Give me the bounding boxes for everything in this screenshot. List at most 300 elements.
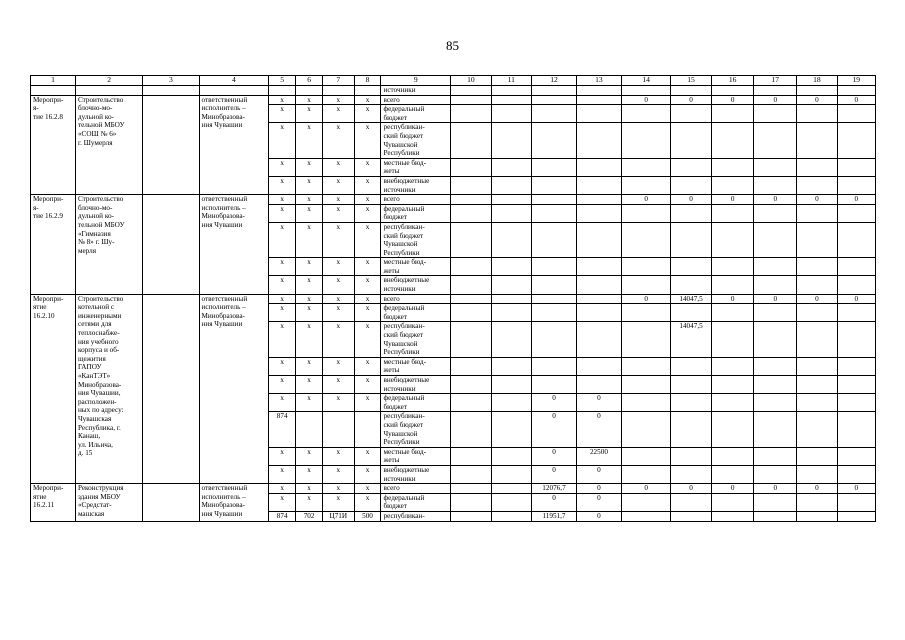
amount-cell: 0 bbox=[621, 195, 670, 205]
empty-cell bbox=[451, 447, 491, 465]
funding-source-cell: внебюджетные источники bbox=[381, 276, 451, 294]
amount-cell: 0 bbox=[754, 294, 797, 304]
empty-cell bbox=[451, 394, 491, 412]
empty-cell bbox=[491, 276, 531, 294]
code-cell: x bbox=[296, 195, 323, 205]
amount-cell bbox=[576, 294, 621, 304]
amount-cell: 0 bbox=[711, 195, 754, 205]
empty-cell bbox=[491, 304, 531, 322]
amount-cell: 0 bbox=[797, 484, 837, 494]
amount-cell: 0 bbox=[532, 465, 577, 483]
empty-cell bbox=[296, 86, 323, 96]
amount-cell bbox=[532, 276, 577, 294]
code-cell: x bbox=[269, 158, 296, 176]
empty-cell bbox=[621, 86, 670, 96]
code-cell: x bbox=[323, 394, 354, 412]
amount-cell bbox=[576, 258, 621, 276]
amount-cell bbox=[532, 222, 577, 257]
amount-cell bbox=[837, 511, 875, 521]
code-cell: x bbox=[323, 376, 354, 394]
code-cell: x bbox=[354, 376, 381, 394]
amount-cell bbox=[576, 322, 621, 357]
code-cell bbox=[354, 412, 381, 447]
funding-source-cell: федеральный бюджет bbox=[381, 304, 451, 322]
amount-cell bbox=[754, 304, 797, 322]
amount-cell bbox=[671, 258, 711, 276]
amount-cell bbox=[576, 204, 621, 222]
funding-source-cell: республикан- ский бюджет Чувашской Республики bbox=[381, 123, 451, 158]
code-cell: x bbox=[323, 95, 354, 105]
amount-cell: 0 bbox=[754, 95, 797, 105]
amount-cell bbox=[621, 276, 670, 294]
amount-cell bbox=[837, 276, 875, 294]
amount-cell: 0 bbox=[532, 493, 577, 511]
table-row bbox=[31, 195, 876, 205]
column-number: 6 bbox=[296, 76, 323, 86]
amount-cell bbox=[754, 465, 797, 483]
empty-cell bbox=[451, 357, 491, 375]
amount-cell bbox=[532, 376, 577, 394]
code-cell: x bbox=[323, 322, 354, 357]
code-cell: 874 bbox=[269, 412, 296, 447]
amount-cell bbox=[671, 276, 711, 294]
empty-cell bbox=[491, 511, 531, 521]
empty-cell bbox=[491, 447, 531, 465]
amount-cell: 0 bbox=[671, 95, 711, 105]
code-cell: x bbox=[354, 222, 381, 257]
amount-cell: 0 bbox=[576, 484, 621, 494]
empty-cell bbox=[491, 376, 531, 394]
column-number: 1 bbox=[31, 76, 76, 86]
code-cell: x bbox=[323, 222, 354, 257]
amount-cell bbox=[797, 447, 837, 465]
code-cell: x bbox=[296, 465, 323, 483]
code-cell: x bbox=[269, 322, 296, 357]
code-cell: 874 bbox=[269, 511, 296, 521]
code-cell bbox=[296, 412, 323, 447]
code-cell: x bbox=[269, 394, 296, 412]
amount-cell bbox=[837, 394, 875, 412]
empty-cell bbox=[451, 465, 491, 483]
amount-cell bbox=[711, 447, 754, 465]
funding-source-cell: республикан- ский бюджет Чувашской Республики bbox=[381, 322, 451, 357]
empty-cell bbox=[354, 86, 381, 96]
empty-cell bbox=[451, 304, 491, 322]
code-cell: x bbox=[354, 158, 381, 176]
amount-cell bbox=[621, 158, 670, 176]
column-number: 16 bbox=[711, 76, 754, 86]
column-number: 19 bbox=[837, 76, 875, 86]
amount-cell: 0 bbox=[671, 195, 711, 205]
amount-cell bbox=[837, 222, 875, 257]
code-cell: x bbox=[296, 258, 323, 276]
code-cell: x bbox=[296, 123, 323, 158]
code-cell: x bbox=[269, 258, 296, 276]
column-number: 17 bbox=[754, 76, 797, 86]
funding-source-cell: республикан- bbox=[381, 511, 451, 521]
empty-cell bbox=[491, 357, 531, 375]
empty-cell bbox=[31, 86, 76, 96]
amount-cell bbox=[532, 258, 577, 276]
empty-cell bbox=[323, 86, 354, 96]
funding-source-cell: внебюджетные источники bbox=[381, 376, 451, 394]
empty-cell bbox=[143, 95, 199, 195]
amount-cell bbox=[711, 222, 754, 257]
code-cell: x bbox=[354, 258, 381, 276]
amount-cell bbox=[671, 465, 711, 483]
amount-cell bbox=[621, 176, 670, 194]
amount-cell bbox=[576, 195, 621, 205]
amount-cell bbox=[711, 511, 754, 521]
empty-cell bbox=[143, 195, 199, 295]
amount-cell bbox=[754, 258, 797, 276]
amount-cell: 0 bbox=[576, 465, 621, 483]
amount-cell bbox=[754, 511, 797, 521]
funding-source-cell: республикан- ский бюджет Чувашской Республики bbox=[381, 222, 451, 257]
amount-cell bbox=[754, 222, 797, 257]
amount-cell bbox=[576, 176, 621, 194]
empty-cell bbox=[451, 511, 491, 521]
code-cell: x bbox=[296, 447, 323, 465]
amount-cell bbox=[532, 304, 577, 322]
empty-cell bbox=[711, 86, 754, 96]
amount-cell bbox=[754, 204, 797, 222]
empty-cell bbox=[491, 105, 531, 123]
code-cell: x bbox=[269, 195, 296, 205]
amount-cell bbox=[621, 123, 670, 158]
column-number: 5 bbox=[269, 76, 296, 86]
code-cell: x bbox=[269, 123, 296, 158]
amount-cell: 0 bbox=[621, 294, 670, 304]
column-number: 8 bbox=[354, 76, 381, 86]
amount-cell bbox=[621, 465, 670, 483]
executor-cell: ответственный исполнитель – Минобразова- ния Чувашии bbox=[199, 294, 269, 483]
funding-source-cell: местные бюд- жеты bbox=[381, 258, 451, 276]
amount-cell: 0 bbox=[576, 511, 621, 521]
empty-cell bbox=[491, 484, 531, 494]
amount-cell bbox=[754, 105, 797, 123]
amount-cell bbox=[797, 322, 837, 357]
amount-cell bbox=[711, 304, 754, 322]
amount-cell bbox=[754, 357, 797, 375]
amount-cell bbox=[671, 123, 711, 158]
funding-source-cell: внебюджетные источники bbox=[381, 465, 451, 483]
funding-source-cell: местные бюд- жеты bbox=[381, 357, 451, 375]
funding-source-cell: источники bbox=[381, 86, 451, 96]
amount-cell bbox=[837, 176, 875, 194]
amount-cell bbox=[797, 376, 837, 394]
funding-source-cell: федеральный бюджет bbox=[381, 493, 451, 511]
amount-cell bbox=[532, 95, 577, 105]
amount-cell bbox=[621, 304, 670, 322]
amount-cell bbox=[837, 465, 875, 483]
code-cell: x bbox=[296, 176, 323, 194]
code-cell: x bbox=[296, 484, 323, 494]
amount-cell bbox=[532, 204, 577, 222]
column-number: 15 bbox=[671, 76, 711, 86]
code-cell: x bbox=[269, 276, 296, 294]
code-cell: x bbox=[296, 357, 323, 375]
amount-cell bbox=[797, 394, 837, 412]
empty-cell bbox=[491, 493, 531, 511]
code-cell: x bbox=[323, 123, 354, 158]
amount-cell bbox=[711, 105, 754, 123]
amount-cell bbox=[671, 204, 711, 222]
amount-cell bbox=[754, 123, 797, 158]
code-cell: x bbox=[296, 493, 323, 511]
code-cell: x bbox=[269, 222, 296, 257]
code-cell: x bbox=[354, 322, 381, 357]
code-cell: x bbox=[323, 176, 354, 194]
executor-cell: ответственный исполнитель – Минобразова- ния Чувашии bbox=[199, 95, 269, 195]
page-number: 85 bbox=[446, 38, 459, 53]
amount-cell bbox=[576, 376, 621, 394]
code-cell: x bbox=[354, 447, 381, 465]
code-cell: x bbox=[323, 258, 354, 276]
amount-cell bbox=[711, 322, 754, 357]
amount-cell bbox=[711, 158, 754, 176]
code-cell: x bbox=[269, 304, 296, 322]
empty-cell bbox=[671, 86, 711, 96]
amount-cell: 12076,7 bbox=[532, 484, 577, 494]
amount-cell bbox=[671, 222, 711, 257]
empty-cell bbox=[451, 322, 491, 357]
code-cell: x bbox=[354, 95, 381, 105]
amount-cell bbox=[671, 357, 711, 375]
amount-cell bbox=[576, 158, 621, 176]
amount-cell bbox=[621, 105, 670, 123]
code-cell: x bbox=[323, 304, 354, 322]
code-cell: x bbox=[269, 105, 296, 123]
column-number: 9 bbox=[381, 76, 451, 86]
amount-cell bbox=[621, 493, 670, 511]
amount-cell bbox=[621, 322, 670, 357]
column-number: 14 bbox=[621, 76, 670, 86]
amount-cell: 0 bbox=[621, 484, 670, 494]
empty-cell bbox=[451, 86, 491, 96]
amount-cell bbox=[621, 258, 670, 276]
code-cell: x bbox=[269, 376, 296, 394]
amount-cell: 0 bbox=[797, 95, 837, 105]
amount-cell bbox=[797, 222, 837, 257]
empty-cell bbox=[451, 123, 491, 158]
amount-cell bbox=[671, 376, 711, 394]
empty-cell bbox=[491, 412, 531, 447]
column-number: 10 bbox=[451, 76, 491, 86]
amount-cell bbox=[754, 176, 797, 194]
code-cell: x bbox=[269, 176, 296, 194]
amount-cell bbox=[754, 493, 797, 511]
column-number: 13 bbox=[576, 76, 621, 86]
code-cell: x bbox=[296, 222, 323, 257]
amount-cell bbox=[837, 258, 875, 276]
amount-cell: 0 bbox=[532, 412, 577, 447]
amount-cell: 14047,5 bbox=[671, 294, 711, 304]
funding-source-cell: федеральный бюджет bbox=[381, 204, 451, 222]
amount-cell: 0 bbox=[797, 195, 837, 205]
funding-source-cell: местные бюд- жеты bbox=[381, 447, 451, 465]
amount-cell bbox=[837, 304, 875, 322]
code-cell: x bbox=[296, 376, 323, 394]
empty-cell bbox=[451, 176, 491, 194]
amount-cell bbox=[576, 105, 621, 123]
amount-cell: 0 bbox=[621, 95, 670, 105]
amount-cell bbox=[576, 123, 621, 158]
code-cell: x bbox=[296, 204, 323, 222]
code-cell: x bbox=[354, 105, 381, 123]
amount-cell: 0 bbox=[837, 95, 875, 105]
amount-cell bbox=[797, 158, 837, 176]
amount-cell bbox=[671, 447, 711, 465]
funding-source-cell: федеральный бюджет bbox=[381, 394, 451, 412]
amount-cell bbox=[797, 123, 837, 158]
empty-cell bbox=[491, 258, 531, 276]
empty-cell bbox=[451, 412, 491, 447]
empty-cell bbox=[451, 222, 491, 257]
column-number: 7 bbox=[323, 76, 354, 86]
code-cell: x bbox=[323, 294, 354, 304]
event-name-cell: Строительство блочно-мо- дульной ко- тельной МБОУ «СОШ № 6» г. Шумерля bbox=[75, 95, 142, 195]
amount-cell bbox=[621, 511, 670, 521]
code-cell: x bbox=[354, 176, 381, 194]
code-cell: x bbox=[323, 276, 354, 294]
code-cell: 500 bbox=[354, 511, 381, 521]
amount-cell: 0 bbox=[576, 493, 621, 511]
amount-cell: 0 bbox=[837, 484, 875, 494]
amount-cell: 0 bbox=[797, 294, 837, 304]
amount-cell bbox=[532, 158, 577, 176]
code-cell: x bbox=[269, 357, 296, 375]
amount-cell bbox=[754, 158, 797, 176]
empty-cell bbox=[451, 493, 491, 511]
amount-cell bbox=[797, 204, 837, 222]
amount-cell bbox=[711, 465, 754, 483]
column-number: 18 bbox=[797, 76, 837, 86]
amount-cell bbox=[797, 258, 837, 276]
code-cell: x bbox=[354, 304, 381, 322]
empty-cell bbox=[491, 158, 531, 176]
amount-cell bbox=[621, 447, 670, 465]
column-number: 3 bbox=[143, 76, 199, 86]
amount-cell bbox=[797, 276, 837, 294]
executor-cell: ответственный исполнитель – Минобразова- ния Чувашии bbox=[199, 484, 269, 521]
amount-cell bbox=[797, 493, 837, 511]
funding-source-cell: республикан- ский бюджет Чувашской Республики bbox=[381, 412, 451, 447]
code-cell: x bbox=[354, 465, 381, 483]
amount-cell bbox=[532, 105, 577, 123]
table-row bbox=[31, 294, 876, 304]
empty-cell bbox=[491, 222, 531, 257]
amount-cell bbox=[754, 394, 797, 412]
amount-cell: 0 bbox=[754, 484, 797, 494]
code-cell: x bbox=[323, 195, 354, 205]
code-cell: Ц71И bbox=[323, 511, 354, 521]
code-cell: x bbox=[354, 394, 381, 412]
code-cell: x bbox=[323, 204, 354, 222]
code-cell: x bbox=[354, 123, 381, 158]
code-cell: x bbox=[354, 484, 381, 494]
code-cell: x bbox=[354, 204, 381, 222]
amount-cell bbox=[797, 511, 837, 521]
empty-cell bbox=[491, 322, 531, 357]
code-cell: x bbox=[296, 276, 323, 294]
amount-cell bbox=[711, 176, 754, 194]
event-number-cell: Меропри- ятие 16.2.11 bbox=[31, 484, 76, 521]
empty-cell bbox=[491, 195, 531, 205]
amount-cell: 0 bbox=[711, 95, 754, 105]
funding-source-cell: местные бюд- жеты bbox=[381, 158, 451, 176]
code-cell: x bbox=[269, 465, 296, 483]
budget-table bbox=[30, 75, 876, 522]
continuation-row bbox=[31, 86, 876, 96]
empty-cell bbox=[491, 465, 531, 483]
code-cell: x bbox=[296, 394, 323, 412]
amount-cell bbox=[576, 357, 621, 375]
code-cell bbox=[323, 412, 354, 447]
amount-cell bbox=[621, 357, 670, 375]
empty-cell bbox=[491, 204, 531, 222]
code-cell: x bbox=[296, 294, 323, 304]
amount-cell bbox=[837, 376, 875, 394]
code-cell: x bbox=[296, 95, 323, 105]
amount-cell bbox=[797, 105, 837, 123]
amount-cell: 14047,5 bbox=[671, 322, 711, 357]
code-cell: x bbox=[323, 493, 354, 511]
amount-cell bbox=[621, 376, 670, 394]
amount-cell bbox=[671, 105, 711, 123]
amount-cell bbox=[754, 447, 797, 465]
amount-cell bbox=[576, 222, 621, 257]
amount-cell bbox=[711, 493, 754, 511]
amount-cell: 0 bbox=[532, 447, 577, 465]
amount-cell bbox=[797, 465, 837, 483]
amount-cell bbox=[837, 322, 875, 357]
empty-cell bbox=[532, 86, 577, 96]
amount-cell bbox=[671, 394, 711, 412]
funding-source-cell: всего bbox=[381, 195, 451, 205]
amount-cell bbox=[671, 158, 711, 176]
empty-cell bbox=[199, 86, 269, 96]
empty-cell bbox=[491, 176, 531, 194]
code-cell: x bbox=[269, 484, 296, 494]
code-cell: x bbox=[323, 484, 354, 494]
amount-cell: 0 bbox=[576, 412, 621, 447]
amount-cell bbox=[532, 176, 577, 194]
empty-cell bbox=[269, 86, 296, 96]
empty-cell bbox=[75, 86, 142, 96]
funding-source-cell: всего bbox=[381, 484, 451, 494]
amount-cell: 22500 bbox=[576, 447, 621, 465]
amount-cell bbox=[711, 412, 754, 447]
empty-cell bbox=[451, 204, 491, 222]
amount-cell: 0 bbox=[837, 294, 875, 304]
code-cell: x bbox=[296, 304, 323, 322]
event-name-cell: Реконструкция здания МБОУ «Средстат- машская bbox=[75, 484, 142, 521]
empty-cell bbox=[451, 195, 491, 205]
empty-cell bbox=[143, 484, 199, 521]
amount-cell bbox=[797, 304, 837, 322]
table-body bbox=[31, 86, 876, 522]
empty-cell bbox=[576, 86, 621, 96]
amount-cell bbox=[711, 357, 754, 375]
empty-cell bbox=[451, 105, 491, 123]
code-cell: x bbox=[323, 357, 354, 375]
amount-cell bbox=[754, 412, 797, 447]
amount-cell bbox=[576, 95, 621, 105]
amount-cell bbox=[711, 204, 754, 222]
empty-cell bbox=[491, 86, 531, 96]
event-name-cell: Строительство блочно-мо- дульной ко- тельной МБОУ «Гимназия № 8» г. Шу- мерля bbox=[75, 195, 142, 295]
